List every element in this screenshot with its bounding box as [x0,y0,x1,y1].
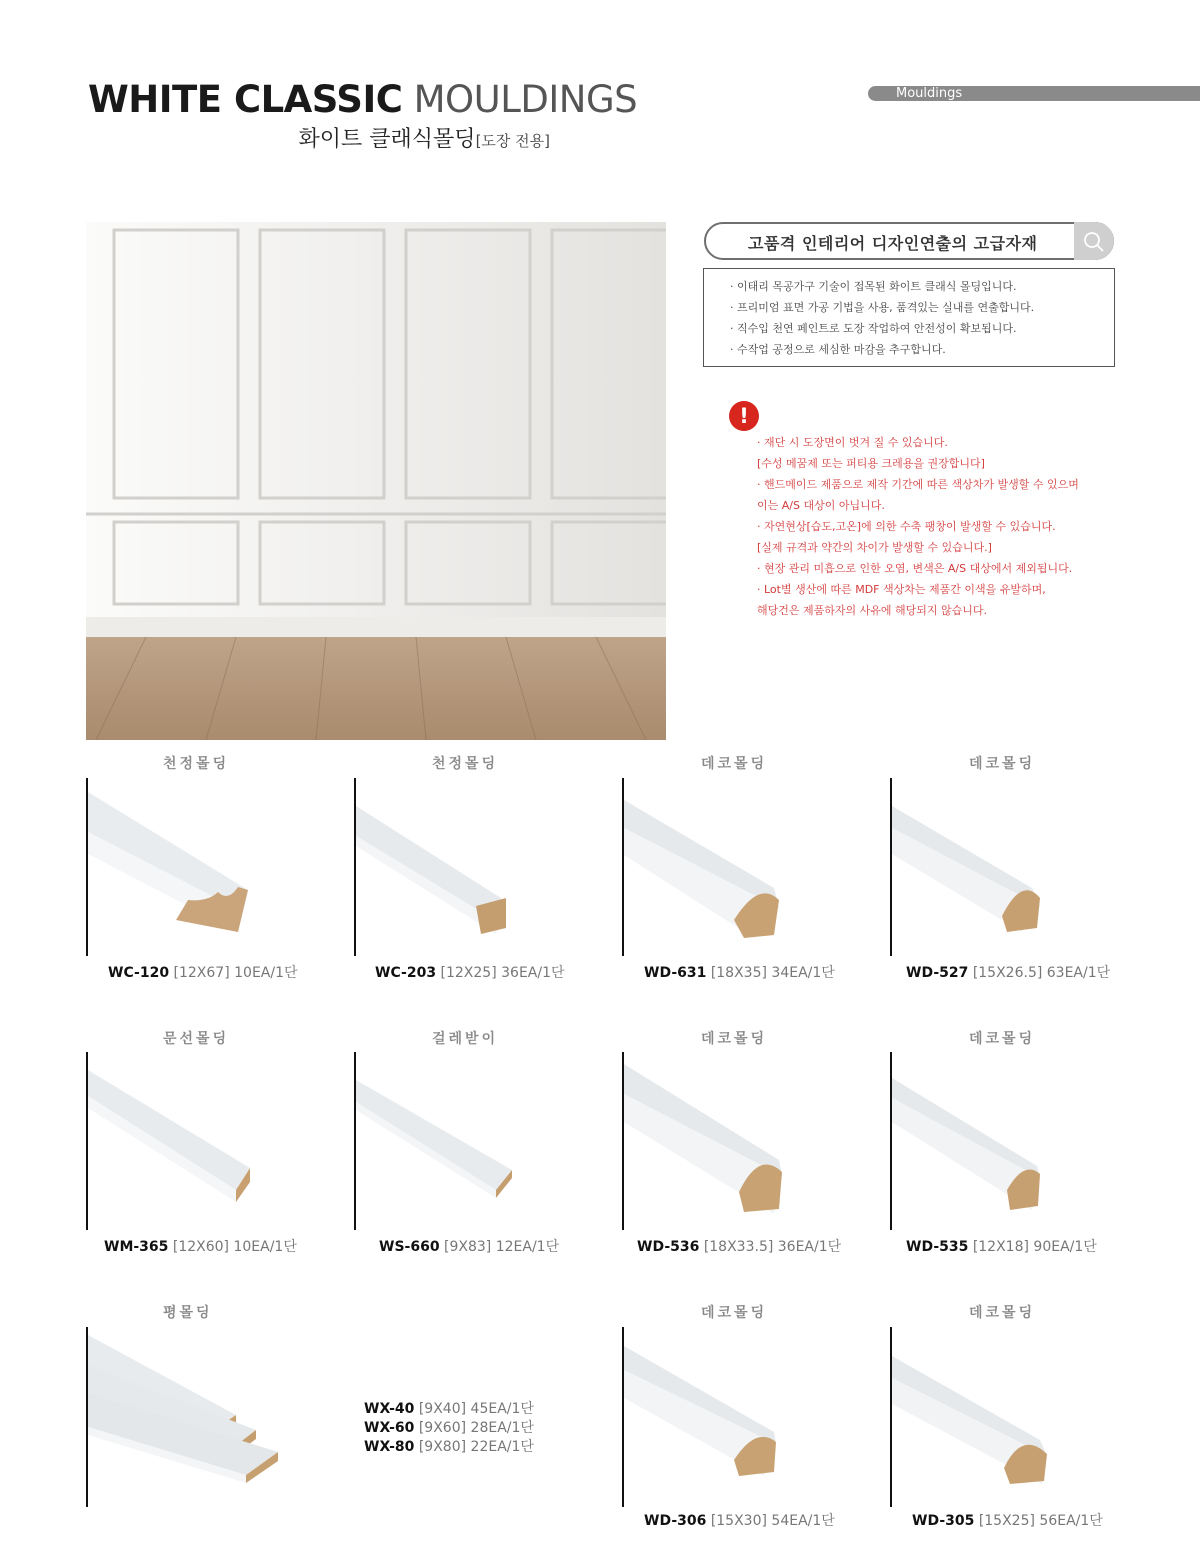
moulding-image [88,1070,258,1220]
category-label: 문선몰딩 [163,1031,230,1047]
product-label [906,962,1110,982]
feature-heading: 고품격 인테리어 디자인연출의 고급자재 [748,234,1038,253]
category-label: 데코몰딩 [969,1031,1036,1047]
product-spec: [12X18] 90EA/1단 [972,1239,1097,1255]
category-label: 걸레받이 [432,1031,499,1047]
moulding-image [892,1078,1052,1213]
product-label [379,1236,559,1256]
category-label: 데코몰딩 [701,756,768,772]
product-label [644,1510,835,1530]
moulding-image [892,806,1052,936]
warning-item: [수성 메꿈제 또는 퍼티용 크레용을 권장합니다] [757,457,985,470]
product-spec: [18X33.5] 36EA/1단 [703,1239,842,1255]
category-label: 데코몰딩 [969,1305,1036,1321]
warning-item: · 자연현상[습도,고온]에 의한 수축 팽창이 발생할 수 있습니다. [757,520,1056,533]
product-spec: [9X83] 12EA/1단 [444,1239,560,1255]
hero-room-image [86,222,666,740]
flat-moulding-sizes [364,1400,534,1457]
title-light: MOULDINGS [413,78,638,121]
moulding-image [356,1080,521,1210]
product-spec: [15X26.5] 63EA/1단 [972,965,1111,981]
product-code: WX-40 [364,1401,415,1417]
product-code: WC-120 [108,965,170,981]
warning-icon: ! [729,401,759,431]
page-subtitle [299,122,550,153]
feature-item: · 프리미엄 표면 가공 기법을 사용, 품격있는 실내를 연출합니다. [730,301,1035,314]
product-code: WS-660 [379,1239,440,1255]
moulding-image [88,792,258,942]
product-code: WD-536 [637,1239,700,1255]
warning-item: · 현장 관리 미흡으로 인한 오염, 변색은 A/S 대상에서 제외됩니다. [757,562,1073,575]
flat-moulding-image [88,1335,288,1495]
product-spec: [12X60] 10EA/1단 [172,1239,297,1255]
title-bold: WHITE CLASSIC [88,78,403,121]
product-spec: [12X25] 36EA/1단 [440,965,565,981]
warning-item: [실제 규격과 약간의 차이가 발생할 수 있습니다.] [757,541,992,554]
category-label: 데코몰딩 [701,1031,768,1047]
product-code: WX-80 [364,1439,415,1455]
product-label [364,1419,534,1438]
product-label [108,962,298,982]
category-label: 데코몰딩 [969,756,1036,772]
feature-item: · 직수입 천연 페인트로 도장 작업하여 안전성이 확보됩니다. [730,322,1017,335]
product-code: WD-631 [644,965,707,981]
moulding-image [624,800,789,940]
category-label: 천정몰딩 [432,756,499,772]
moulding-image [892,1356,1057,1491]
product-spec: [12X67] 10EA/1단 [173,965,298,981]
product-label [364,1400,534,1419]
product-label [912,1510,1103,1530]
feature-list [703,268,1115,367]
warning-list [757,432,1079,621]
product-label [644,962,835,982]
warning-item: · Lot별 생산에 따른 MDF 색상차는 제품간 이색을 유발하며, [757,583,1046,596]
product-spec: [9X40] 45EA/1단 [418,1401,534,1417]
category-label: 데코몰딩 [701,1305,768,1321]
feature-item: · 수작업 공정으로 세심한 마감을 추구합니다. [730,343,946,356]
search-icon [1074,222,1114,260]
moulding-image [624,1064,789,1214]
product-code: WM-365 [104,1239,169,1255]
warning-item: 해당건은 제품하자의 사유에 해당되지 않습니다. [757,604,988,617]
product-code: WD-305 [912,1513,975,1529]
product-spec: [15X25] 56EA/1단 [978,1513,1103,1529]
product-label [637,1236,841,1256]
category-label: 천정몰딩 [163,756,230,772]
category-label: 평몰딩 [163,1305,213,1321]
product-code: WX-60 [364,1420,415,1436]
product-spec: [15X30] 54EA/1단 [710,1513,835,1529]
product-code: WD-535 [906,1239,969,1255]
product-label [375,962,565,982]
product-label [906,1236,1097,1256]
section-tab: Mouldings [868,86,1200,101]
warning-item: 이는 A/S 대상이 아닙니다. [757,499,885,512]
warning-item: · 핸드메이드 제품으로 제작 기간에 따른 색상차가 발생할 수 있으며 [757,478,1079,491]
product-code: WD-306 [644,1513,707,1529]
moulding-image [624,1346,789,1486]
product-code: WD-527 [906,965,969,981]
warning-item: · 재단 시 도장면이 벗겨 질 수 있습니다. [757,436,948,449]
product-spec: [18X35] 34EA/1단 [710,965,835,981]
subtitle-text: 화이트 클래식몰딩 [298,127,476,152]
subtitle-note: [도장 전용] [475,132,550,150]
product-spec: [9X60] 28EA/1단 [418,1420,534,1436]
page-title [88,78,637,121]
product-label [364,1438,534,1457]
product-code: WC-203 [375,965,437,981]
feature-item: · 이태리 목공가구 기술이 접목된 화이트 클래식 몰딩입니다. [730,280,1017,293]
moulding-image [356,806,516,936]
product-spec: [9X80] 22EA/1단 [418,1439,534,1455]
search-button[interactable] [1074,222,1114,260]
product-label [104,1236,297,1256]
